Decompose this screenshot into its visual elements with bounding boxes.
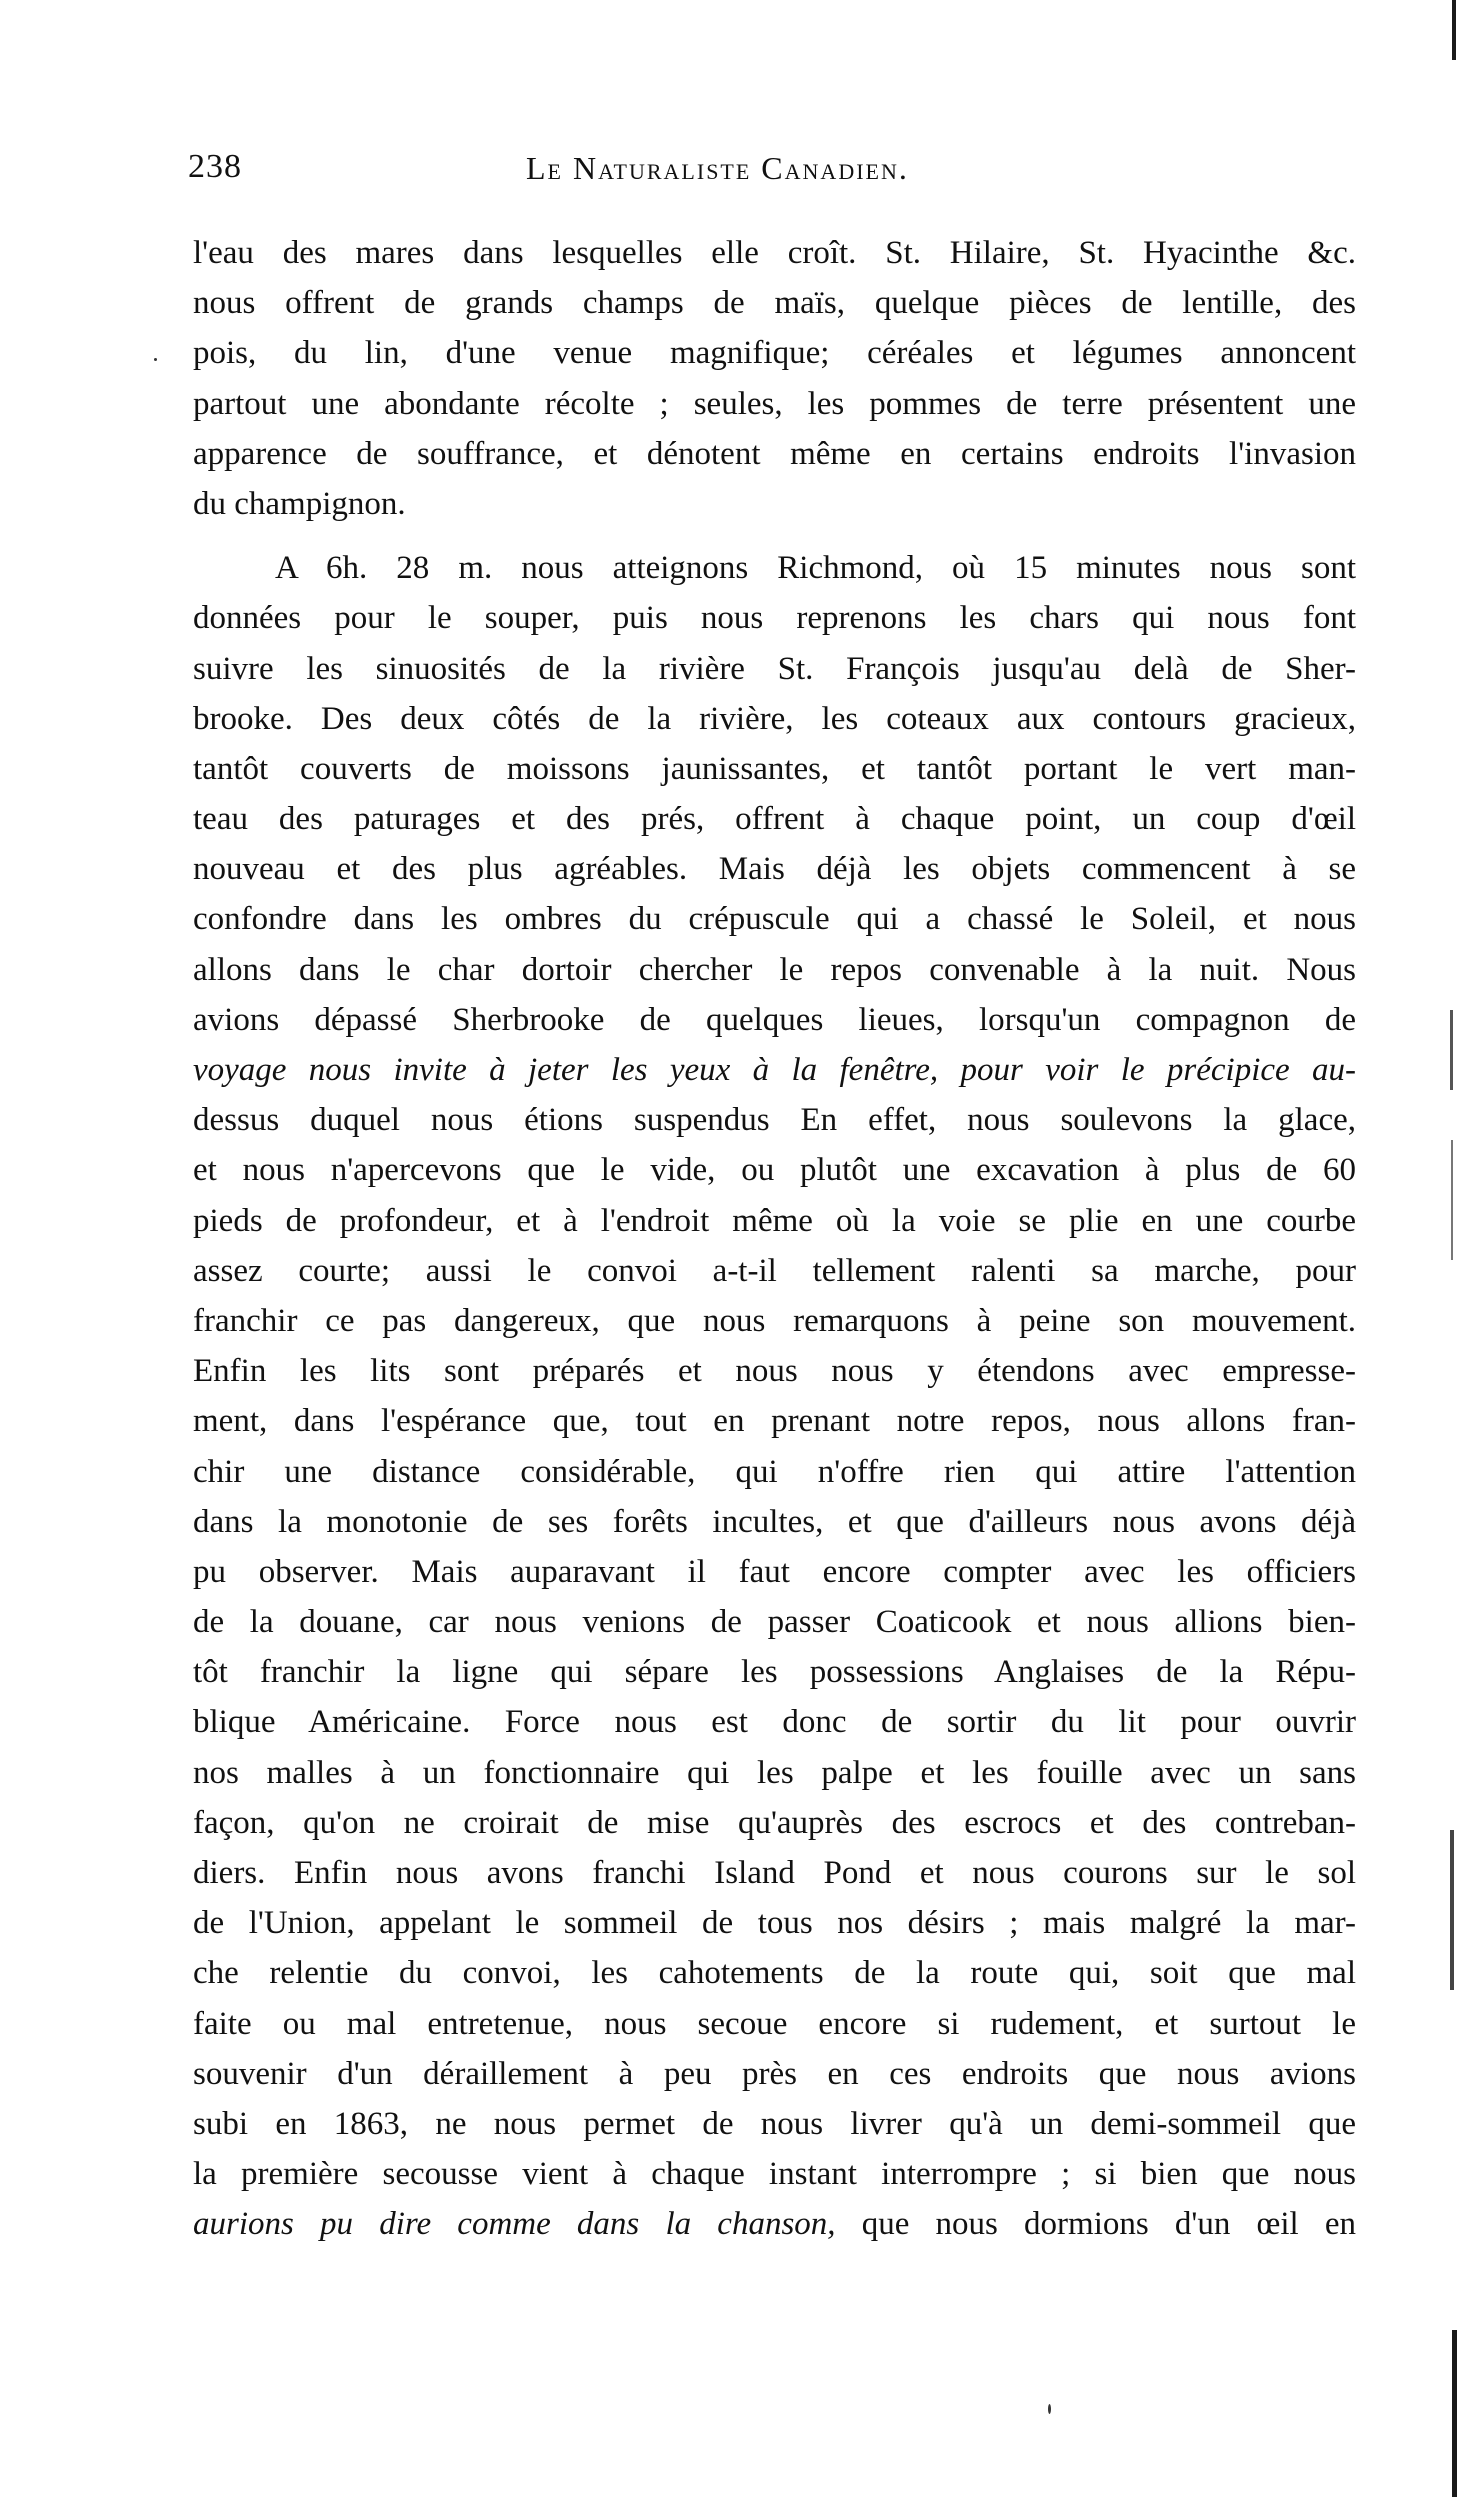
text-line: dans la monotonie de ses forêts incultes, et que d'ailleurs nous avons déjà — [193, 1503, 1356, 1540]
text-line: pois, du lin, d'une venue magnifique; céréales et légumes annoncent — [193, 335, 1356, 372]
scan-edge-mark — [1451, 1140, 1453, 1260]
text-line: du champignon. — [193, 485, 406, 522]
text-line: tantôt couverts de moissons jaunissantes, et tantôt portant le vert man- — [193, 750, 1356, 787]
text-line: confondre dans les ombres du crépuscule qui a chassé le Soleil, et nous — [193, 901, 1356, 938]
running-title: Le Naturaliste Canadien. — [526, 150, 909, 186]
text-line: partout une abondante récolte ; seules, les pommes de terre présentent une — [193, 385, 1356, 422]
text-line: chir une distance considérable, qui n'offre rien qui attire l'attention — [193, 1453, 1356, 1490]
text-line: A 6h. 28 m. nous atteignons Richmond, où 15 minutes nous sont — [275, 550, 1356, 587]
text-line — [193, 2199, 1356, 2249]
text-line: franchir ce pas dangereux, que nous remarquons à peine son mouvement. — [193, 1302, 1356, 1339]
scan-edge-mark — [1450, 1830, 1454, 1990]
text-line: dessus duquel nous étions suspendus En effet, nous soulevons la glace, — [193, 1102, 1356, 1139]
text-line: blique Américaine. Force nous est donc de sortir du lit pour ouvrir — [193, 1704, 1356, 1741]
line-text: que nous dormions d'un œil en — [835, 2206, 1356, 2243]
text-line: nous offrent de grands champs de maïs, quelque pièces de lentille, des — [193, 285, 1356, 322]
scan-edge-mark — [1450, 1010, 1453, 1090]
italic-phrase: aurions pu dire comme dans la chanson, — [193, 2206, 836, 2243]
text-line: assez courte; aussi le convoi a-t-il tellement ralenti sa marche, pour — [193, 1252, 1356, 1289]
text-line: pieds de profondeur, et à l'endroit même où la voie se plie en une courbe — [193, 1202, 1356, 1239]
text-line: souvenir d'un déraillement à peu près en ces endroits que nous avions — [193, 2055, 1356, 2092]
text-line: voyage nous invite à jeter les yeux à la fenêtre, pour voir le précipice au- — [193, 1052, 1356, 1088]
text-line: avions dépassé Sherbrooke de quelques lieues, lorsqu'un compagnon de — [193, 1001, 1356, 1038]
text-line: ment, dans l'espérance que, tout en prenant notre repos, nous allons fran- — [193, 1403, 1356, 1440]
scan-speck — [1048, 2404, 1051, 2414]
page-header — [188, 148, 1358, 208]
text-line: Enfin les lits sont préparés et nous nous y étendons avec empresse- — [193, 1353, 1356, 1390]
text-line: de la douane, car nous venions de passer Coaticook et nous allions bien- — [193, 1604, 1356, 1641]
scan-edge-mark — [1452, 0, 1456, 60]
text-line: et nous n'apercevons que le vide, ou plutôt une excavation à plus de 60 — [193, 1152, 1356, 1189]
text-line: de l'Union, appelant le sommeil de tous nos désirs ; mais malgré la mar- — [193, 1905, 1356, 1942]
text-line: pu observer. Mais auparavant il faut encore compter avec les officiers — [193, 1553, 1356, 1590]
text-line: allons dans le char dortoir chercher le repos convenable à la nuit. Nous — [193, 951, 1356, 988]
text-line: tôt franchir la ligne qui sépare les possessions Anglaises de la Répu- — [193, 1654, 1356, 1691]
text-line: subi en 1863, ne nous permet de nous livrer qu'à un demi-sommeil que — [193, 2105, 1356, 2142]
text-line: apparence de souffrance, et dénotent même en certains endroits l'invasion — [193, 435, 1356, 472]
body-text — [193, 228, 1356, 2250]
text-line: nouveau et des plus agréables. Mais déjà les objets commencent à se — [193, 851, 1356, 888]
text-line: façon, qu'on ne croirait de mise qu'auprès des escrocs et des contreban- — [193, 1804, 1356, 1841]
scan-speck — [154, 358, 157, 361]
text-line: l'eau des mares dans lesquelles elle croît. St. Hilaire, St. Hyacinthe &c. — [193, 235, 1356, 271]
text-line: teau des paturages et des prés, offrent à chaque point, un coup d'œil — [193, 801, 1356, 838]
text-line: nos malles à un fonctionnaire qui les palpe et les fouille avec un sans — [193, 1754, 1356, 1791]
text-line: che relentie du convoi, les cahotements de la route qui, soit que mal — [193, 1955, 1356, 1992]
page-number: 238 — [188, 148, 242, 185]
scan-edge-mark — [1452, 2330, 1457, 2497]
text-line: données pour le souper, puis nous reprenons les chars qui nous font — [193, 600, 1356, 637]
text-line: diers. Enfin nous avons franchi Island Pond et nous courons sur le sol — [193, 1855, 1356, 1891]
text-line: faite ou mal entretenue, nous secoue encore si rudement, et surtout le — [193, 2005, 1356, 2042]
text-line: la première secousse vient à chaque instant interrompre ; si bien que nous — [193, 2156, 1356, 2193]
text-line: suivre les sinuosités de la rivière St. François jusqu'au delà de Sher- — [193, 650, 1356, 687]
text-line: brooke. Des deux côtés de la rivière, les coteaux aux contours gracieux, — [193, 700, 1356, 737]
